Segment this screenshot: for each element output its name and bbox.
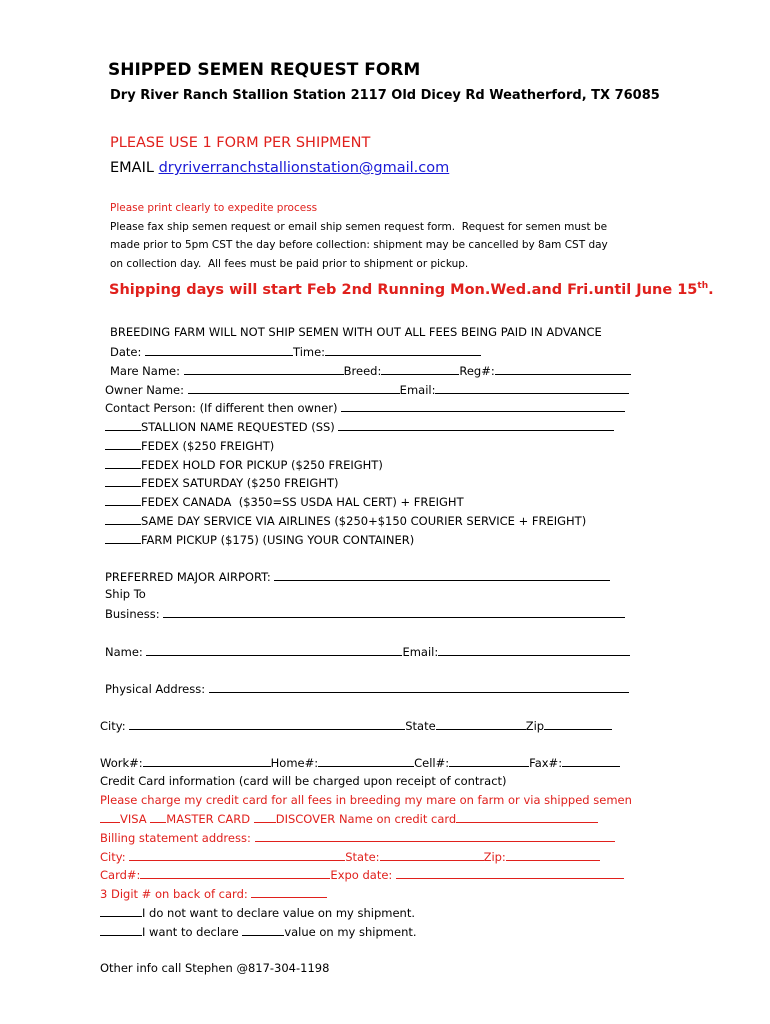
home-label: Home#: — [270, 756, 319, 770]
credit-card-info: Credit Card information (card will be charged upon receipt of contract) — [100, 774, 507, 788]
billing-row — [100, 830, 615, 845]
email-label: EMAIL — [110, 160, 154, 176]
cell-label: Cell#: — [414, 756, 450, 770]
reg-label: Reg#: — [459, 364, 495, 378]
airport-field[interactable] — [274, 569, 610, 581]
email-link[interactable]: dryriverranchstallionstation@gmail.com — [158, 160, 450, 176]
physical-address-field[interactable] — [209, 681, 629, 693]
visa-label: VISA — [120, 812, 147, 826]
declare-label-b: value on my shipment. — [284, 925, 417, 939]
owner-email-label: Email: — [399, 383, 436, 397]
farm-pickup-check-field[interactable] — [105, 532, 141, 544]
discover-check-field[interactable] — [254, 811, 276, 823]
fedex-saturday-label: FEDEX SATURDAY ($250 FREIGHT) — [141, 476, 339, 490]
farm-pickup-label: FARM PICKUP ($175) (USING YOUR CONTAINER) — [141, 533, 415, 547]
visa-check-field[interactable] — [100, 811, 120, 823]
owner-name-label: Owner Name: — [105, 383, 185, 397]
cvv-row — [100, 886, 327, 901]
work-label: Work#: — [100, 756, 143, 770]
billing-field[interactable] — [255, 830, 615, 842]
mare-name-field[interactable] — [184, 363, 344, 375]
instructions-line-1: Please fax ship semen request or email ship semen request form. Request for semen must be — [110, 221, 608, 233]
card-type-row — [100, 811, 598, 826]
business-field[interactable] — [163, 606, 625, 618]
no-declare-check-field[interactable] — [100, 905, 142, 917]
state-label: State — [405, 719, 436, 733]
same-day-label: SAME DAY SERVICE VIA AIRLINES ($250+$150 COURIER SERVICE + FREIGHT) — [141, 514, 587, 528]
breed-label: Breed: — [343, 364, 382, 378]
no-declare-label: I do not want to declare value on my shipment. — [142, 906, 415, 920]
billing-label: Billing statement address: — [100, 831, 251, 845]
name-on-card-field[interactable] — [456, 811, 598, 823]
card-number-field[interactable] — [140, 867, 330, 879]
physical-address-row — [105, 681, 629, 696]
card-number-label: Card#: — [100, 868, 141, 882]
declare-row — [100, 924, 417, 939]
one-form-notice: PLEASE USE 1 FORM PER SHIPMENT — [110, 135, 371, 151]
mare-row — [110, 363, 631, 378]
fedex-hold-check-field[interactable] — [105, 457, 141, 469]
billing-city-label: City: — [100, 850, 126, 864]
option-fedex-hold — [105, 457, 383, 472]
fax-label: Fax#: — [529, 756, 563, 770]
expo-field[interactable] — [396, 867, 624, 879]
declare-value-field[interactable] — [242, 924, 284, 936]
business-row — [105, 606, 625, 621]
page-title: SHIPPED SEMEN REQUEST FORM — [108, 60, 421, 80]
email-line — [110, 159, 449, 177]
card-row — [100, 867, 624, 882]
declare-label-a: I want to declare — [142, 925, 239, 939]
city-row — [100, 718, 612, 733]
stallion-check-field[interactable] — [105, 419, 141, 431]
expo-label: Expo date: — [330, 868, 393, 882]
no-declare-row — [100, 905, 415, 920]
stallion-name-field[interactable] — [338, 419, 614, 431]
zip-field[interactable] — [544, 718, 612, 730]
other-info-footer: Other info call Stephen @817-304-1198 — [100, 961, 330, 975]
time-field[interactable] — [325, 344, 481, 356]
charge-notice: Please charge my credit card for all fees in breeding my mare on farm or via shipped semen — [100, 793, 632, 807]
city-label: City: — [100, 719, 126, 733]
fedex-check-field[interactable] — [105, 438, 141, 450]
city-field[interactable] — [129, 718, 405, 730]
mare-name-label: Mare Name: — [110, 364, 180, 378]
billing-city-row — [100, 849, 600, 864]
ship-to-label: Ship To — [105, 587, 146, 601]
shipping-days-sup: th — [697, 281, 709, 291]
billing-city-field[interactable] — [129, 849, 345, 861]
owner-name-field[interactable] — [188, 382, 400, 394]
name-row — [105, 644, 630, 659]
fedex-canada-check-field[interactable] — [105, 494, 141, 506]
airport-row — [105, 569, 610, 584]
fedex-label: FEDEX ($250 FREIGHT) — [141, 439, 275, 453]
physical-address-label: Physical Address: — [105, 682, 206, 696]
owner-email-field[interactable] — [435, 382, 629, 394]
fax-field[interactable] — [562, 755, 620, 767]
airport-label: PREFERRED MAJOR AIRPORT: — [105, 570, 271, 584]
instructions-line-3: on collection day. All fees must be paid prior to shipment or pickup. — [110, 258, 469, 270]
zip-label: Zip — [525, 719, 545, 733]
name-label: Name: — [105, 645, 143, 659]
fedex-canada-label: FEDEX CANADA ($350=SS USDA HAL CERT) + FREIGHT — [141, 495, 464, 509]
reg-field[interactable] — [495, 363, 631, 375]
master-check-field[interactable] — [150, 811, 166, 823]
name-field[interactable] — [146, 644, 402, 656]
breed-field[interactable] — [381, 363, 459, 375]
ship-email-field[interactable] — [438, 644, 630, 656]
cvv-field[interactable] — [251, 886, 327, 898]
fees-notice: BREEDING FARM WILL NOT SHIP SEMEN WITH OUT ALL FEES BEING PAID IN ADVANCE — [110, 325, 602, 339]
shipping-days-end: . — [708, 281, 714, 298]
cvv-label: 3 Digit # on back of card: — [100, 887, 248, 901]
date-label: Date: — [110, 345, 142, 359]
stallion-label: STALLION NAME REQUESTED (SS) — [141, 420, 335, 434]
option-fedex-canada — [105, 494, 464, 509]
fedex-saturday-check-field[interactable] — [105, 475, 141, 487]
billing-state-field[interactable] — [380, 849, 484, 861]
instructions-line-2: made prior to 5pm CST the day before collection: shipment may be cancelled by 8am CST day — [110, 239, 608, 251]
time-label: Time: — [293, 345, 326, 359]
same-day-check-field[interactable] — [105, 513, 141, 525]
fedex-hold-label: FEDEX HOLD FOR PICKUP ($250 FREIGHT) — [141, 458, 383, 472]
shipping-days-text: Shipping days will start Feb 2nd Running Mon.Wed.and Fri.until June 15 — [109, 281, 698, 298]
contact-person-label: Contact Person: (If different then owner) — [105, 401, 338, 415]
date-time-row — [110, 344, 481, 359]
billing-zip-field[interactable] — [506, 849, 600, 861]
cell-field[interactable] — [449, 755, 529, 767]
ranch-address: Dry River Ranch Stallion Station 2117 Old Dicey Rd Weatherford, TX 76085 — [110, 88, 660, 103]
owner-row — [105, 382, 629, 397]
phone-row — [100, 755, 620, 770]
option-farm-pickup — [105, 532, 414, 547]
option-same-day — [105, 513, 586, 528]
shipping-days-note — [109, 277, 714, 299]
option-fedex — [105, 438, 274, 453]
contact-person-field[interactable] — [341, 400, 625, 412]
print-clearly-note: Please print clearly to expedite process — [110, 202, 318, 214]
master-label: MASTER CARD — [166, 812, 251, 826]
state-field[interactable] — [436, 718, 526, 730]
contact-row — [105, 400, 625, 415]
billing-zip-label: Zip: — [483, 850, 506, 864]
discover-label: DISCOVER Name on credit card — [275, 812, 457, 826]
declare-check-field[interactable] — [100, 924, 142, 936]
stallion-row — [105, 419, 614, 434]
option-fedex-saturday — [105, 475, 339, 490]
date-field[interactable] — [145, 344, 293, 356]
work-field[interactable] — [143, 755, 271, 767]
ship-email-label: Email: — [402, 645, 439, 659]
billing-state-label: State: — [345, 850, 380, 864]
business-label: Business: — [105, 607, 160, 621]
home-field[interactable] — [318, 755, 414, 767]
